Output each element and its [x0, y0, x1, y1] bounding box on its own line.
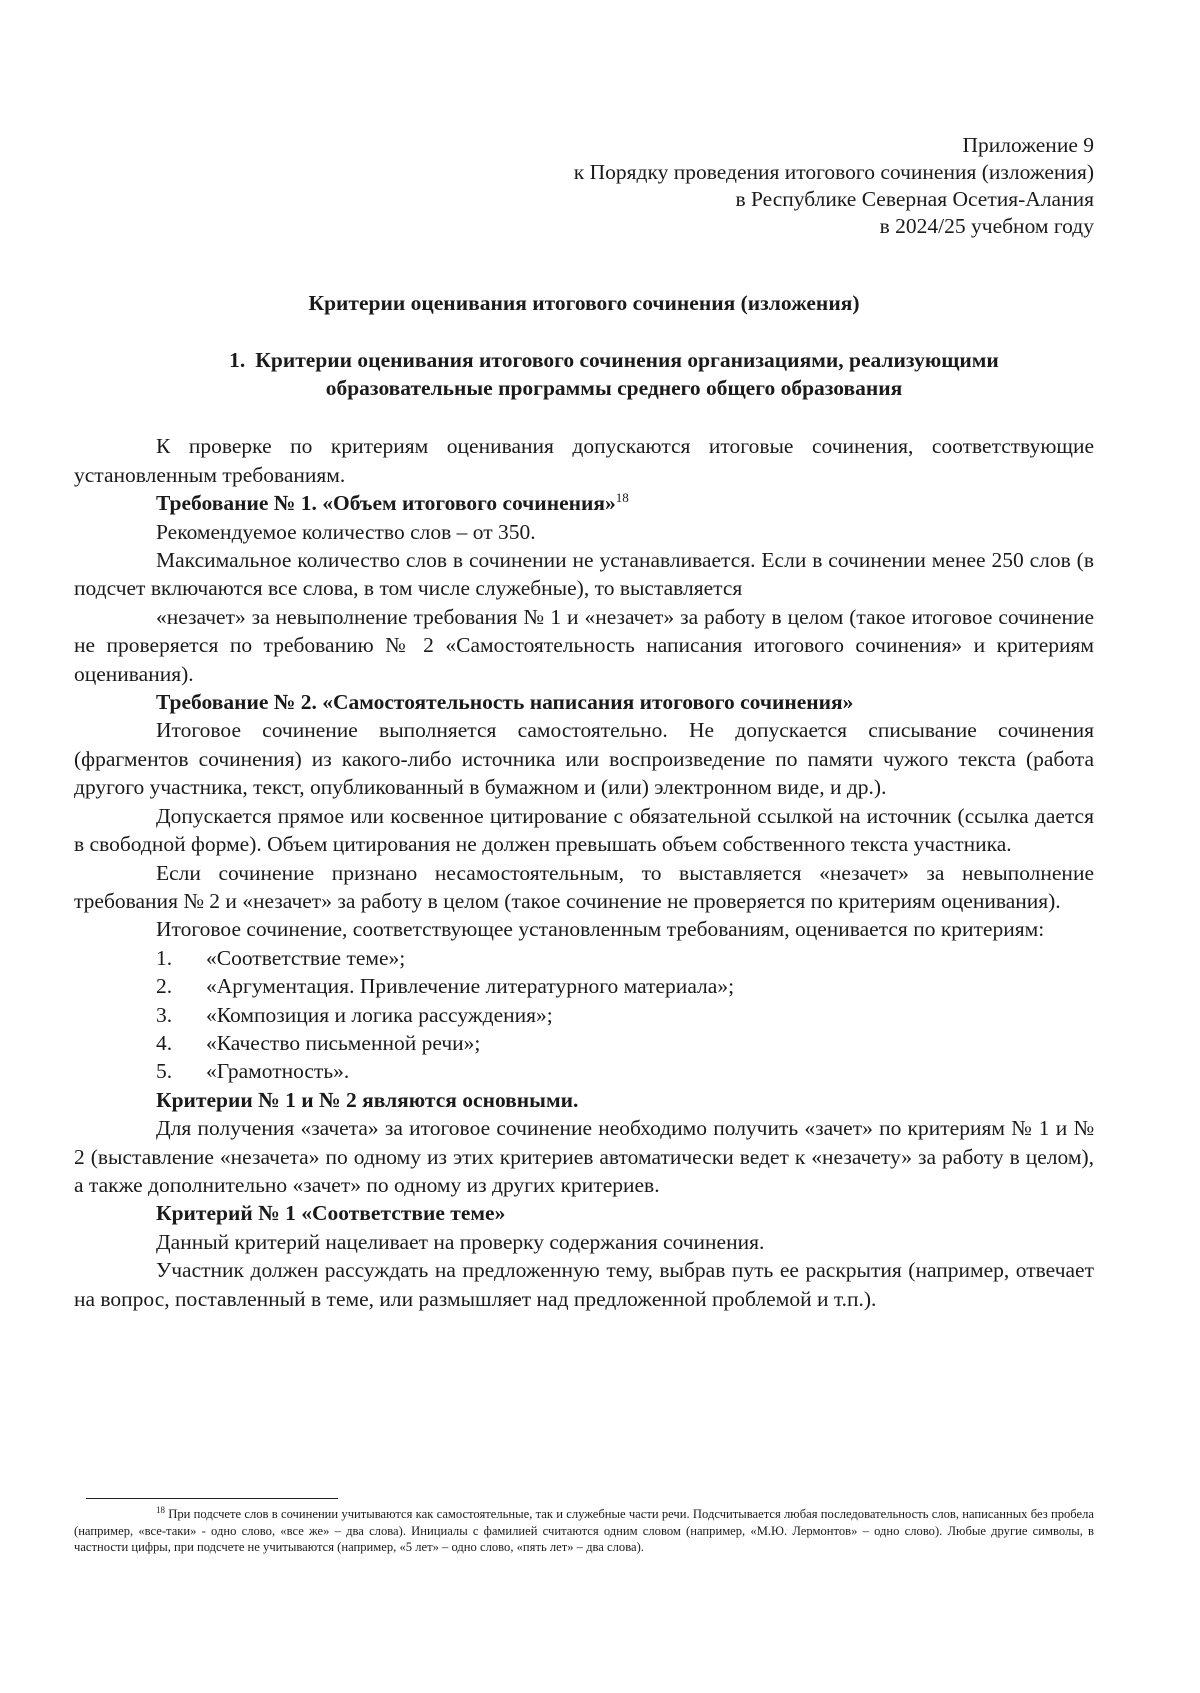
- footnote-body: [74, 1506, 1094, 1556]
- criteria-list-item: [74, 944, 1094, 972]
- criteria-text: «Аргументация. Привлечение литературного материала»;: [206, 974, 735, 999]
- criteria-text: «Соответствие теме»;: [206, 945, 406, 970]
- criteria-number: 4.: [156, 1030, 173, 1055]
- criteria-text: «Качество письменной речи»;: [206, 1030, 481, 1055]
- requirement-2-paragraph-3: Если сочинение признано несамостоятельным, то выставляется «незачет» за невыполнение требования № 2 и «незачет» за работу в целом (такое сочинение не проверяется по критериям оценивания).: [74, 860, 1094, 913]
- criteria-number: 3.: [156, 1002, 173, 1027]
- criteria-number: 5.: [156, 1059, 173, 1084]
- criteria-list-item: [74, 1001, 1094, 1029]
- appendix-header: [74, 132, 1094, 240]
- requirement-1-heading-text: Требование № 1. «Объем итогового сочинения»: [156, 491, 616, 516]
- criteria-list: [74, 944, 1094, 1086]
- criteria-text: «Грамотность».: [206, 1059, 350, 1084]
- criteria-list-item: [74, 972, 1094, 1000]
- appendix-line-4: в 2024/25 учебном году: [879, 214, 1094, 238]
- appendix-line-3: в Республике Северная Осетия-Алания: [735, 187, 1094, 211]
- footnote-text: При подсчете слов в сочинении учитываются как самостоятельные, так и служебные части речи. Подсчитывается любая последовательность слов, написанных без пробела (например, «все-таки» - одно слово, «все же» – два слова). Инициалы с фамилией считаются одним словом (например, «М.Ю. Лермонтов» – одно слово). Любые другие символы, в частности цифры, при подсчете не учитываются (например, «5 лет» – одно слово, «пять лет» – два слова).: [74, 1507, 1095, 1555]
- criteria-list-item: [74, 1057, 1094, 1085]
- footnote-reference[interactable]: 18: [615, 490, 629, 506]
- intro-paragraph: К проверке по критериям оценивания допускаются итоговые сочинения, соответствующие установленным требованиям.: [74, 434, 1094, 487]
- main-criteria-paragraph: Для получения «зачета» за итоговое сочинение необходимо получить «зачет» по критериям № 1 и № 2 (выставление «незачета» по одному из этих критериев автоматически ведет к «незачету» за работу в целом), а также дополнительно «зачет» по одному из других критериев.: [74, 1116, 1094, 1197]
- criteria-number: 1.: [156, 945, 173, 970]
- requirement-1-paragraph-2: Максимальное количество слов в сочинении не устанавливается. Если в сочинении менее 250 слов (в подсчет включаются все слова, в том числе служебные), то выставляется: [74, 548, 1094, 601]
- requirement-2-paragraph-2: Допускается прямое или косвенное цитирование с обязательной ссылкой на источник (ссылка дается в свободной форме). Объем цитирования не должен превышать объем собственного текста участника.: [74, 803, 1094, 857]
- requirement-2-paragraph-1: Итоговое сочинение выполняется самостоятельно. Не допускается списывание сочинения (фрагментов сочинения) из какого-либо источника или воспроизведение по памяти чужого текста (работа другого участника, текст, опубликованный в бумажном и (или) электронном виде, и др.).: [74, 718, 1094, 800]
- criterion-1-heading: Критерий № 1 «Соответствие теме»: [156, 1201, 506, 1226]
- main-criteria-heading: Критерии № 1 и № 2 являются основными.: [156, 1087, 579, 1112]
- section-title-text: Критерии оценивания итогового сочинения организациями, реализующими образовательные программы среднего общего образования: [255, 348, 999, 401]
- criteria-number: 2.: [156, 974, 173, 999]
- document-title: Критерии оценивания итогового сочинения (изложения): [308, 291, 860, 315]
- criteria-text: «Композиция и логика рассуждения»;: [206, 1002, 553, 1027]
- document-content: [74, 132, 1094, 1313]
- requirement-2-paragraph-4: Итоговое сочинение, соответствующее установленным требованиям, оценивается по критериям:: [156, 917, 1045, 942]
- appendix-line-1: Приложение 9: [962, 133, 1094, 157]
- criteria-list-item: [74, 1029, 1094, 1057]
- footnote-separator: [86, 1498, 338, 1499]
- section-title: [74, 346, 1094, 402]
- requirement-2-heading: Требование № 2. «Самостоятельность написания итогового сочинения»: [156, 690, 854, 715]
- footnote-number: 18: [156, 1504, 165, 1515]
- appendix-line-2: к Порядку проведения итогового сочинения (изложения): [573, 160, 1094, 184]
- requirement-1-heading: [74, 489, 1094, 517]
- requirement-1-paragraph-3: «незачет» за невыполнение требования № 1 и «незачет» за работу в целом (такое итоговое сочинение не проверяется по требованию № 2 «Самостоятельность написания итогового сочинения» и критериям оценивания).: [74, 604, 1094, 686]
- criterion-1-paragraph-1: Данный критерий нацеливает на проверку содержания сочинения.: [156, 1229, 765, 1254]
- footnote: [74, 1506, 1094, 1556]
- section-number: 1.: [229, 348, 246, 373]
- requirement-1-paragraph-1: Рекомендуемое количество слов – от 350.: [156, 519, 536, 544]
- criterion-1-paragraph-2: Участник должен рассуждать на предложенную тему, выбрав путь ее раскрытия (например, отвечает на вопрос, поставленный в теме, или размышляет над предложенной проблемой и т.п.).: [74, 1258, 1094, 1311]
